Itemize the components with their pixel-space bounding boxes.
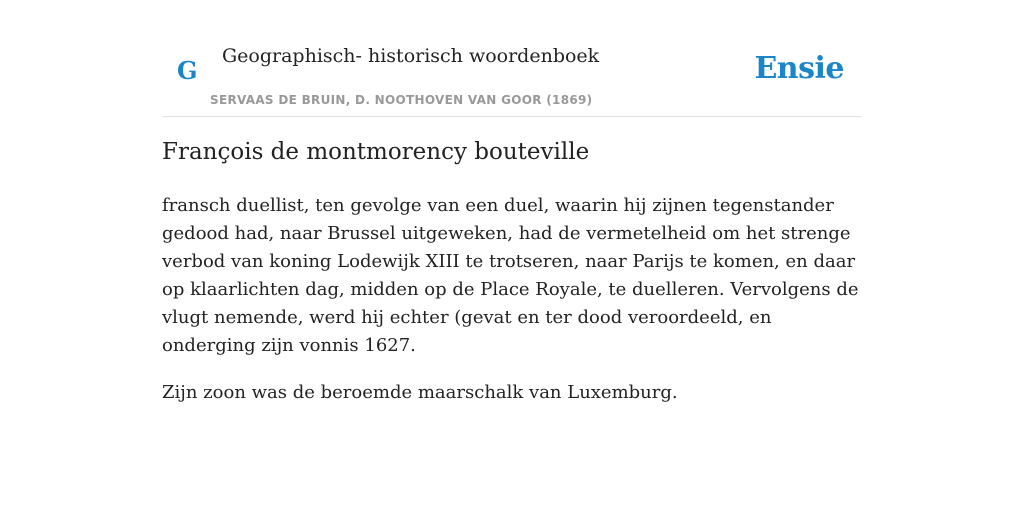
page: [162, 0, 862, 512]
book-letter-link[interactable]: G: [177, 56, 198, 85]
entry-body: [162, 192, 862, 426]
entry-title: François de montmorency bouteville: [162, 139, 590, 165]
entry-paragraph: fransch duellist, ten gevolge van een duel, waarin hij zijnen tegenstander gedood had, naar Brussel uitgeweken, had de vermetelheid om het strenge verbod van koning Lodewijk XIII te trotseren, naar Parijs te komen, en daar op klaarlichten dag, midden op de Place Royale, te duelleren. Vervolgens de vlugt nemende, werd hij echter (gevat en ter dood veroordeeld, en onderging zijn vonnis 1627.: [162, 195, 859, 356]
ensie-logo-link[interactable]: Ensie: [754, 51, 844, 86]
book-author: SERVAAS DE BRUIN, D. NOOTHOVEN VAN GOOR (1869): [210, 93, 593, 107]
entry-paragraph: Zijn zoon was de beroemde maarschalk van Luxemburg.: [162, 382, 678, 403]
book-title-link[interactable]: Geographisch- historisch woordenboek: [222, 45, 600, 67]
book-header: [162, 0, 862, 117]
